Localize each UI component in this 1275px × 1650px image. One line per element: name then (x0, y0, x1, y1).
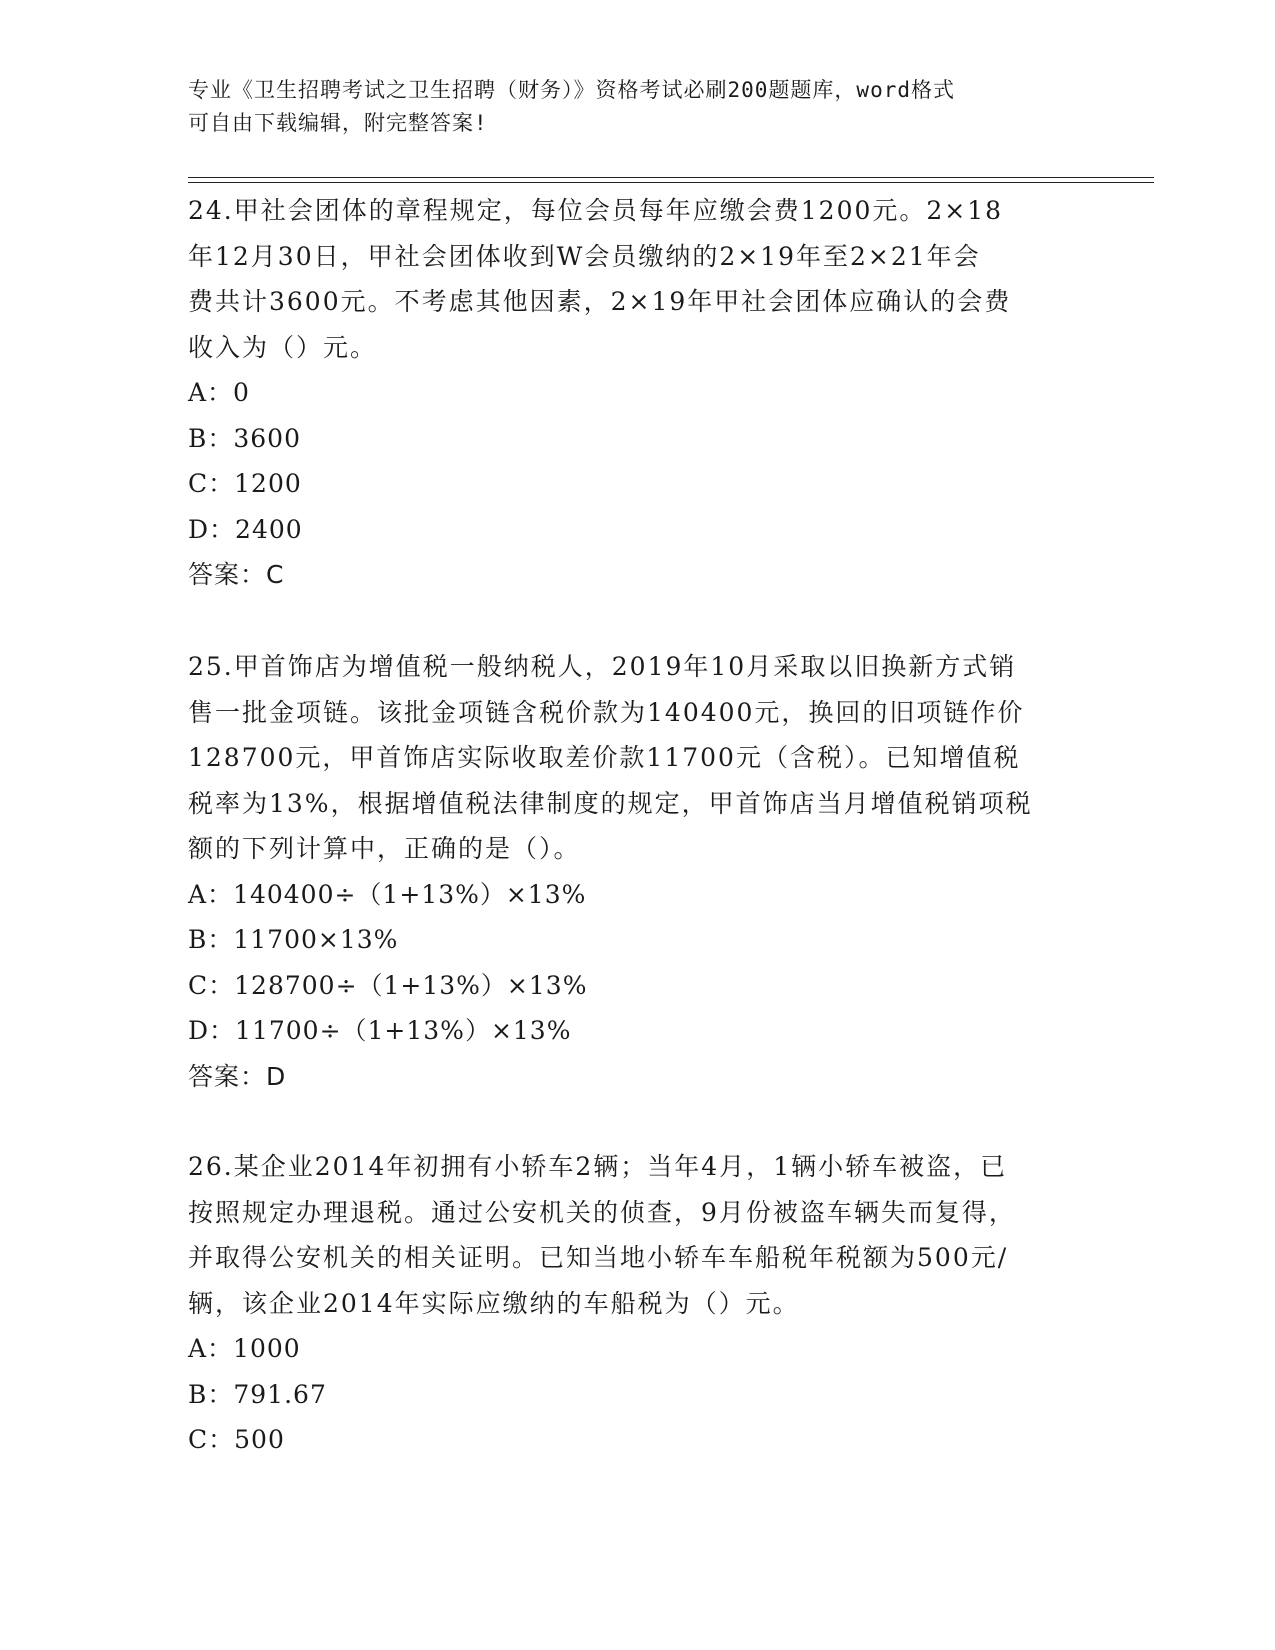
question-text-line: 26.某企业2014年初拥有小轿车2辆；当年4月，1辆小轿车被盗，已 (188, 1152, 1008, 1181)
question-text-line: 售一批金项链。该批金项链含税价款为140400元，换回的旧项链作价 (188, 697, 1025, 727)
header-divider-bottom (188, 182, 1154, 183)
question-text-line: 年12月30日，甲社会团体收到W会员缴纳的2×19年至2×21年会 (188, 241, 981, 271)
option-d: D：2400 (188, 514, 303, 544)
option-a: A：0 (188, 378, 250, 407)
question-text-line: 25.甲首饰店为增值税一般纳税人，2019年10月采取以旧换新方式销 (188, 652, 1017, 681)
option-b: B：3600 (188, 423, 301, 453)
question-text-line: 费共计3600元。不考虑其他因素，2×19年甲社会团体应确认的会费 (188, 287, 1012, 316)
option-b: B：791.67 (188, 1379, 327, 1409)
question-25 (188, 644, 1088, 1099)
option-a: A：140400÷（1+13%）×13% (188, 879, 587, 909)
option-d: D：11700÷（1+13%）×13% (188, 1016, 572, 1045)
header-divider-top (188, 177, 1154, 178)
answer-line: 答案：C (188, 560, 285, 589)
option-a: A：1000 (188, 1334, 301, 1363)
answer-line: 答案：D (188, 1061, 287, 1091)
question-text-line: 128700元，甲首饰店实际收取差价款11700元（含税）。已知增值税 (188, 743, 1021, 772)
option-b: B：11700×13% (188, 925, 399, 954)
option-c: C：1200 (188, 469, 302, 498)
option-c: C：128700÷（1+13%）×13% (188, 970, 588, 1000)
question-text-line: 按照规定办理退税。通过公安机关的侦查，9月份被盗车辆失而复得， (188, 1197, 1016, 1227)
question-text-line: 并取得公安机关的相关证明。已知当地小轿车车船税年税额为500元/ (188, 1243, 1009, 1272)
question-text-line: 额的下列计算中，正确的是（）。 (188, 834, 581, 863)
header-line-1: 专业《卫生招聘考试之卫生招聘（财务）》资格考试必刷200题题库，word格式 (188, 78, 955, 102)
question-26 (188, 1144, 1088, 1463)
question-text-line: 辆，该企业2014年实际应缴纳的车船税为（）元。 (188, 1288, 800, 1318)
question-text-line: 24.甲社会团体的章程规定，每位会员每年应缴会费1200元。2×18 (188, 196, 1004, 225)
option-c: C：500 (188, 1425, 285, 1454)
question-text-line: 税率为13%，根据增值税法律制度的规定，甲首饰店当月增值税销项税 (188, 788, 1033, 818)
header-line-2: 可自由下载编辑，附完整答案! (188, 111, 488, 135)
question-24 (188, 188, 1088, 598)
document-header (188, 74, 1068, 140)
question-text-line: 收入为（）元。 (188, 332, 378, 362)
